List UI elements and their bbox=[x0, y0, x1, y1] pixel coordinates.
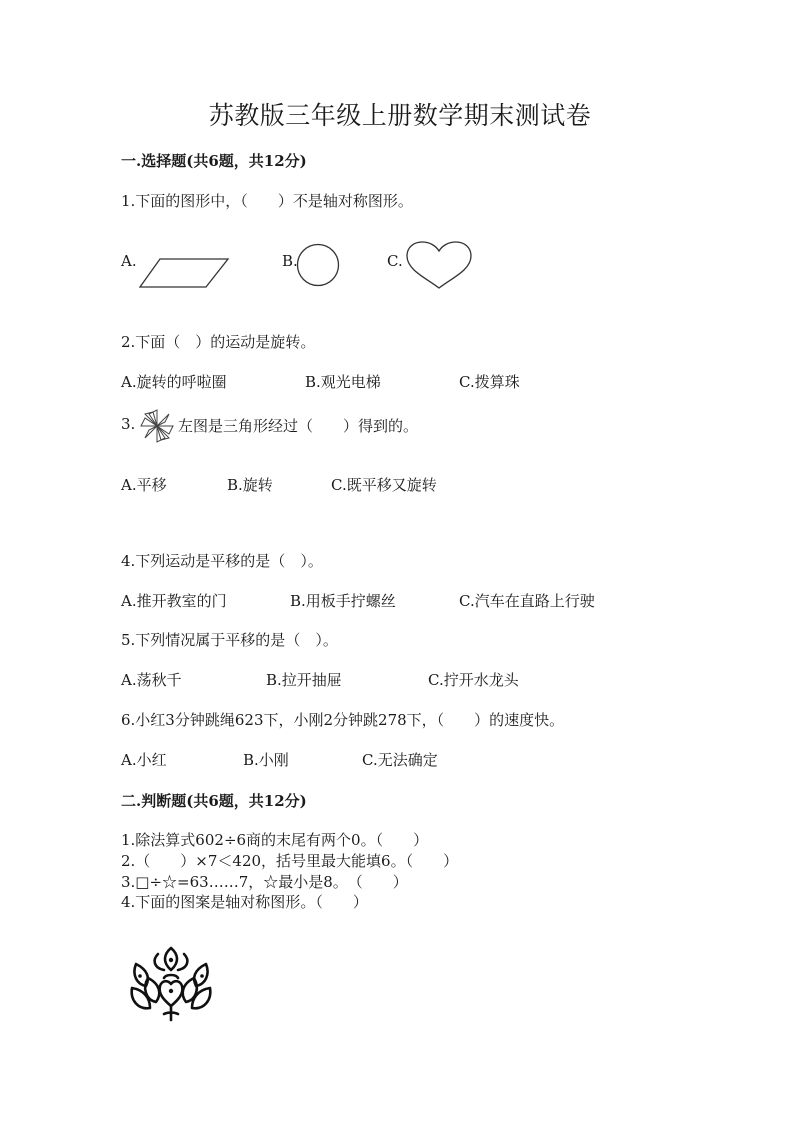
judgement-item-2: 2.（ ）×7＜420，括号里最大能填6。（ ） bbox=[121, 852, 459, 870]
question-3-number: 3. bbox=[121, 415, 136, 433]
question-4-option-a: A.推开教室的门 bbox=[121, 592, 227, 610]
judgement-item-4: 4.下面的图案是轴对称图形。（ ） bbox=[121, 893, 368, 911]
question-1-option-a-label: A. bbox=[121, 252, 137, 270]
question-5-option-a: A.荡秋千 bbox=[121, 671, 182, 689]
question-3-stem: 左图是三角形经过（ ）得到的。 bbox=[178, 417, 419, 435]
question-1-option-c-label: C. bbox=[387, 252, 403, 270]
question-1-option-b-label: B. bbox=[282, 252, 298, 270]
question-5-option-b: B.拉开抽屉 bbox=[266, 671, 342, 689]
question-2-option-b: B.观光电梯 bbox=[305, 373, 381, 391]
question-5-stem: 5.下列情况属于平移的是（ ）。 bbox=[121, 631, 338, 649]
question-3-option-b: B.旋转 bbox=[227, 476, 273, 494]
question-2-option-a: A.旋转的呼啦圈 bbox=[121, 373, 227, 391]
question-2-option-c: C.拨算珠 bbox=[459, 373, 520, 391]
question-3-option-c: C.既平移又旋转 bbox=[331, 476, 437, 494]
judgement-item-1: 1.除法算式602÷6商的末尾有两个0。（ ） bbox=[121, 831, 429, 849]
section-heading-choice: 一.选择题(共6题，共12分) bbox=[121, 152, 307, 170]
question-4-option-c: C.汽车在直路上行驶 bbox=[459, 592, 595, 610]
question-6-stem: 6.小红3分钟跳绳623下，小刚2分钟跳278下，（ ）的速度快。 bbox=[121, 711, 565, 729]
circle-figure bbox=[296, 243, 342, 289]
heart-figure bbox=[404, 240, 474, 292]
judgement-item-3: 3.□÷☆=63……7，☆最小是8。 （ ） bbox=[121, 873, 408, 891]
question-4-option-b: B.用板手拧螺丝 bbox=[290, 592, 396, 610]
question-1-stem: 1.下面的图形中，（ ）不是轴对称图形。 bbox=[121, 192, 413, 210]
question-6-option-b: B.小刚 bbox=[243, 751, 289, 769]
section-heading-judgement: 二.判断题(共6题，共12分) bbox=[121, 792, 307, 810]
question-6-option-c: C.无法确定 bbox=[362, 751, 438, 769]
question-4-stem: 4.下列运动是平移的是（ ）。 bbox=[121, 552, 323, 570]
question-6-option-a: A.小红 bbox=[121, 751, 167, 769]
question-5-option-c: C.拧开水龙头 bbox=[428, 671, 519, 689]
flower-pattern-figure bbox=[128, 944, 214, 1024]
page-title: 苏教版三年级上册数学期末测试卷 bbox=[208, 101, 592, 130]
question-2-stem: 2.下面（ ）的运动是旋转。 bbox=[121, 333, 316, 351]
parallelogram-figure bbox=[138, 255, 230, 289]
question-3-option-a: A.平移 bbox=[121, 476, 167, 494]
pinwheel-figure bbox=[139, 408, 175, 444]
